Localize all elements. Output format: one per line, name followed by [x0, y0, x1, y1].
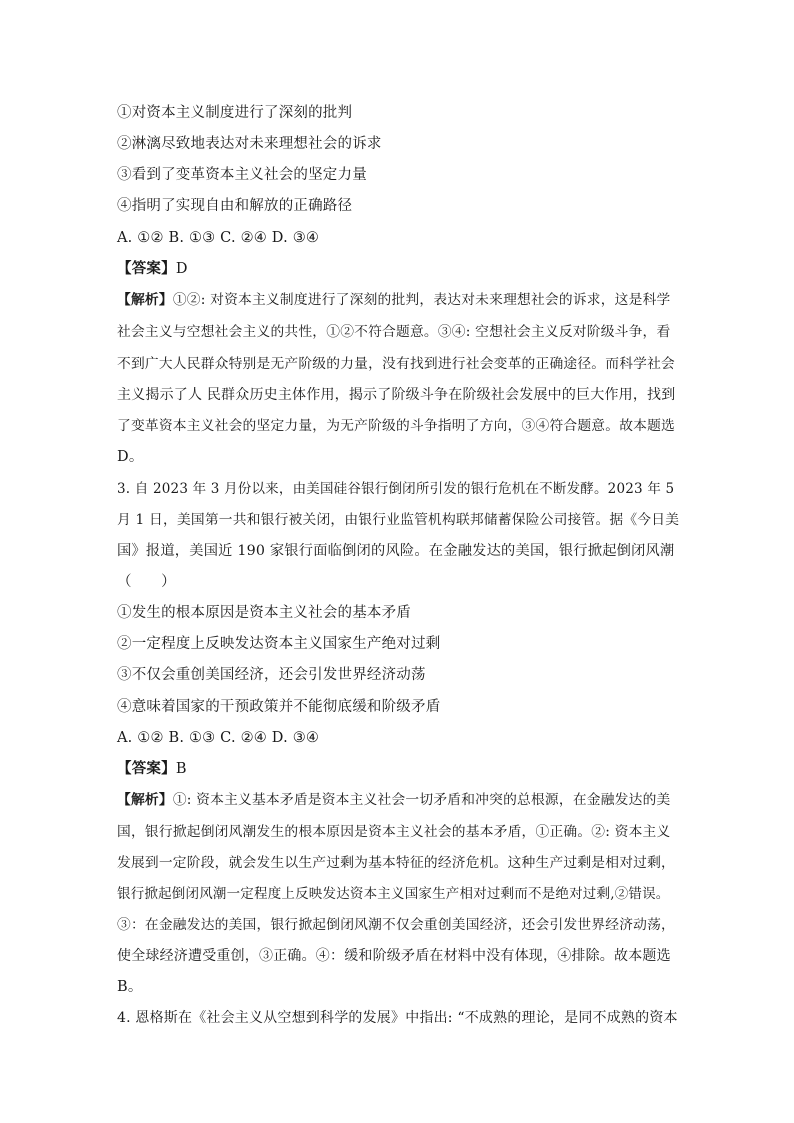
q3-analysis-line — [117, 790, 677, 810]
q2-option-4: ④指明了实现自由和解放的正确路径 — [117, 198, 353, 214]
q3-analysis-line: 银行掀起倒闭风潮一定程度上反映发达资本主义国家生产相对过剩而不是绝对过剩,②错误。 — [117, 886, 670, 902]
q3-option-4: ④意味着国家的干预政策并不能彻底缓和阶级矛盾 — [117, 699, 441, 715]
q3-stem-line: （ ） — [117, 574, 176, 590]
q3-stem-line: 3. 自 2023 年 3 月份以来，由美国硅谷银行倒闭所引发的银行危机在不断发酵。2023 年 5 — [117, 481, 675, 497]
q3-option-1: ①发生的根本原因是资本主义社会的基本矛盾 — [117, 605, 411, 621]
q3-answer-value: B — [175, 761, 187, 777]
q3-analysis-line: 国，银行掀起倒闭风潮发生的根本原因是资本主义社会的基本矛盾，①正确。②: 资本主义 — [117, 824, 671, 840]
q2-analysis-text: ①②: 对资本主义制度进行了深刻的批判，表达对未来理想社会的诉求，这是科学 — [172, 292, 671, 308]
q3-option-3: ③不仅会重创美国经济，还会引发世界经济动荡 — [117, 667, 426, 683]
q3-answer-label: 【答案】 — [117, 760, 176, 777]
q2-analysis-line: 了变革资本主义社会的坚定力量，为无产阶级的斗争指明了方向，③④符合题意。故本题选 — [117, 418, 676, 434]
q2-answer-value: D — [175, 261, 188, 277]
q3-stem-line: 月 1 日，美国第一共和银行被关闭，由银行业监管机构联邦储蓄保险公司接管。据《今日美 — [117, 512, 680, 528]
q2-analysis-line: D。 — [117, 449, 144, 465]
q2-choices: A. ①② B. ①③ C. ②④ D. ③④ — [117, 230, 320, 246]
q2-answer-label: 【答案】 — [117, 260, 176, 277]
q3-choices: A. ①② B. ①③ C. ②④ D. ③④ — [117, 730, 320, 746]
q3-analysis-label: 【解析】 — [117, 792, 173, 808]
q3-analysis-line: ③：在金融发达的美国，银行掀起倒闭风潮不仅会重创美国经济，还会引发世界经济动荡， — [117, 917, 676, 933]
q2-analysis-line: 主义揭示了人 民群众历史主体作用，揭示了阶级斗争在阶级社会发展中的巨大作用，找到 — [117, 387, 676, 403]
q3-analysis-text: ①: 资本主义基本矛盾是资本主义社会一切矛盾和冲突的总根源，在金融发达的美 — [172, 792, 671, 808]
q3-stem-line: 国》报道，美国近 190 家银行面临倒闭的风险。在金融发达的美国，银行掀起倒闭风潮 — [117, 543, 675, 559]
q3-analysis-line: 发展到一定阶段，就会发生以生产过剩为基本特征的经济危机。这种生产过剩是相对过剩， — [117, 855, 676, 871]
q4-stem-line: 4. 恩格斯在《社会主义从空想到科学的发展》中指出: “不成熟的理论，是同不成熟的资本 — [117, 1010, 678, 1026]
q2-analysis-line — [117, 290, 677, 310]
q2-option-3: ③看到了变革资本主义社会的坚定力量 — [117, 167, 367, 183]
q3-analysis-line: B。 — [117, 979, 143, 995]
q3-answer — [117, 759, 677, 779]
q2-option-2: ②淋漓尽致地表达对未来理想社会的诉求 — [117, 136, 382, 152]
q2-analysis-line: 不到广大人民群众特别是无产阶级的力量，没有找到进行社会变革的正确途径。而科学社会 — [117, 356, 676, 372]
q3-option-2: ②一定程度上反映发达资本主义国家生产绝对过剩 — [117, 636, 441, 652]
q2-analysis-line: 社会主义与空想社会主义的共性，①②不符合题意。③④: 空想社会主义反对阶级斗争，看 — [117, 324, 671, 340]
q2-analysis-label: 【解析】 — [117, 292, 173, 308]
q3-analysis-line: 使全球经济遭受重创，③正确。④：缓和阶级矛盾在材料中没有体现，④排除。故本题选 — [117, 948, 671, 964]
q2-answer — [117, 259, 677, 279]
q2-option-1: ①对资本主义制度进行了深刻的批判 — [117, 105, 353, 121]
